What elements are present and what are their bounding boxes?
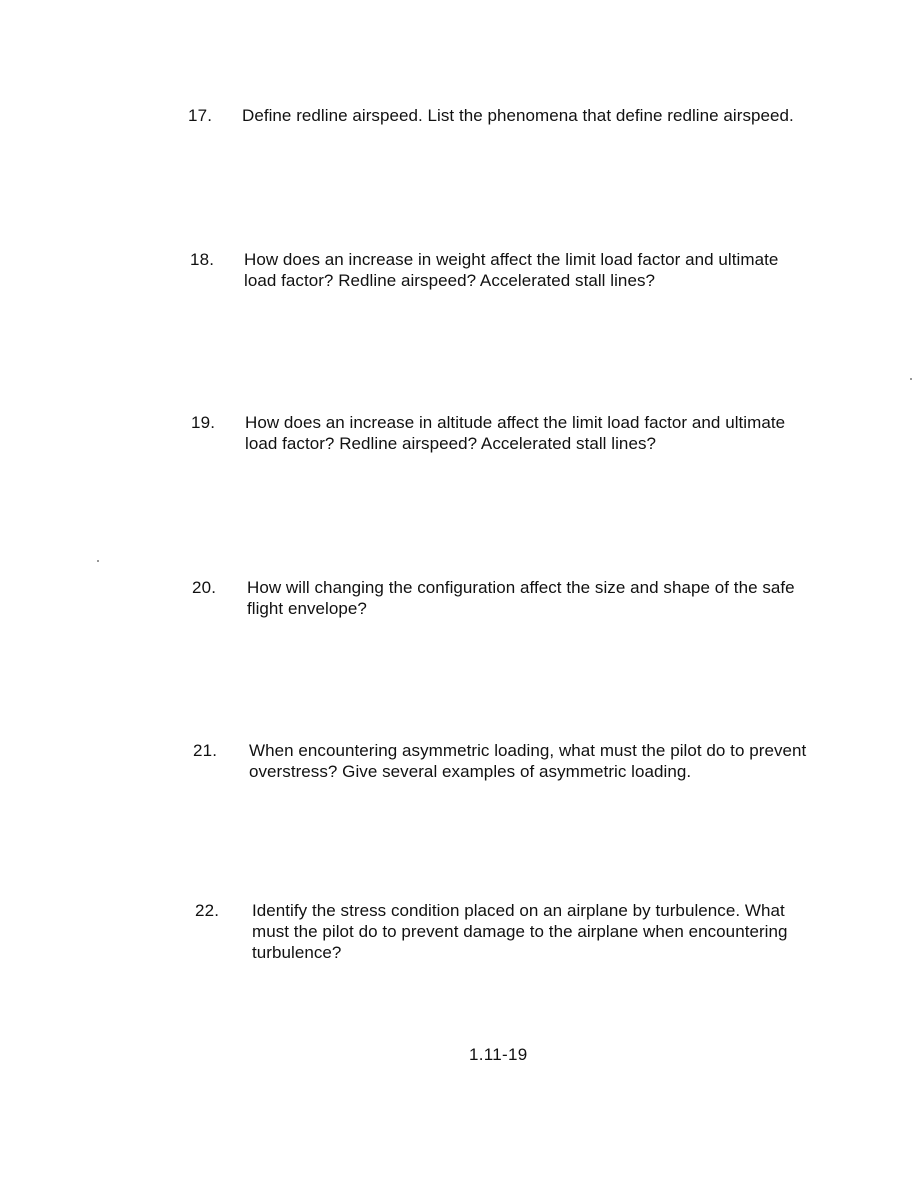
- question-number: 18.: [190, 250, 215, 269]
- page-number: 1.11-19: [469, 1045, 528, 1064]
- question-number: 22.: [195, 901, 220, 920]
- question-number: 19.: [191, 413, 216, 432]
- scan-speck: [910, 378, 912, 380]
- question-text: How will changing the configuration affect the size and shape of the safe flight envelope?: [247, 578, 795, 618]
- question-text: How does an increase in altitude affect the limit load factor and ultimate load factor? Redline airspeed? Accelerated stall lines?: [245, 413, 786, 453]
- question-text: Define redline airspeed. List the phenomena that define redline airspeed.: [242, 106, 794, 125]
- question-text: Identify the stress condition placed on an airplane by turbulence. What must the pilot do to prevent damage to the airplane when encountering turbulence?: [252, 901, 788, 962]
- question-number: 20.: [192, 578, 217, 597]
- question-text: How does an increase in weight affect the limit load factor and ultimate load factor? Redline airspeed? Accelerated stall lines?: [244, 250, 779, 290]
- question-text: When encountering asymmetric loading, what must the pilot do to prevent overstress? Give several examples of asymmetric loading.: [249, 741, 807, 781]
- question-number: 17.: [188, 106, 213, 125]
- question-number: 21.: [193, 741, 218, 760]
- scan-speck: [97, 560, 99, 562]
